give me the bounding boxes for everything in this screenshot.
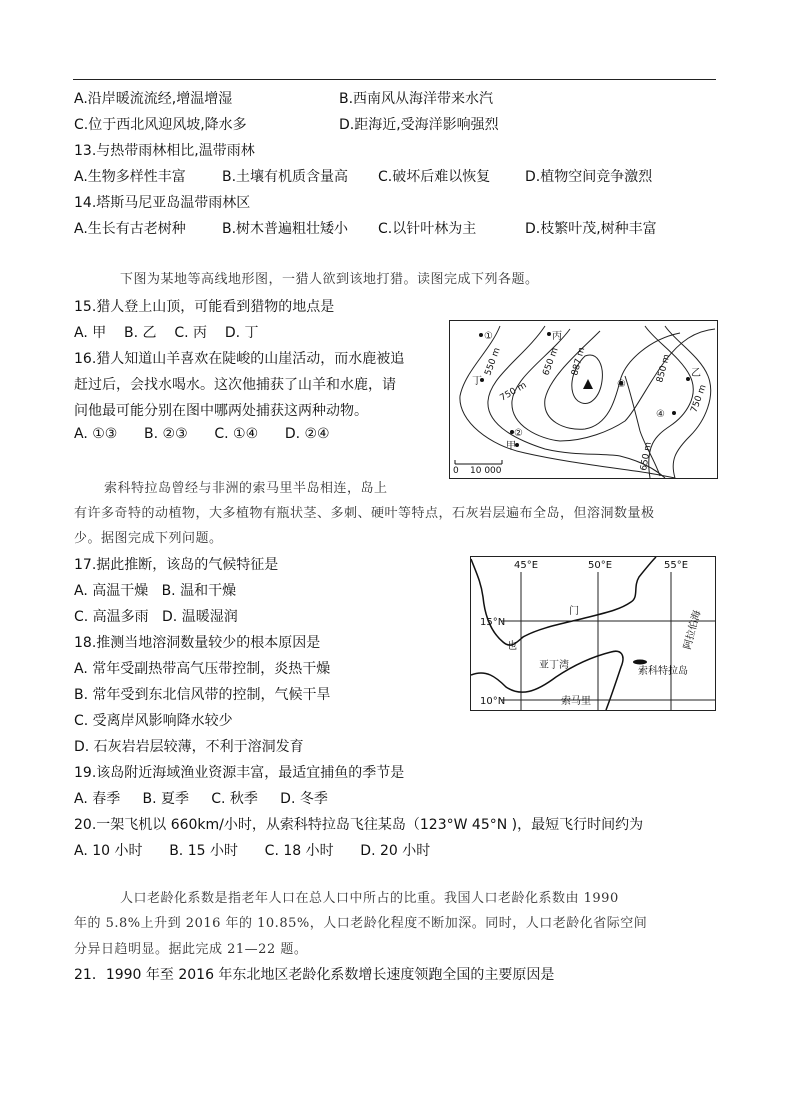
label-10n: 10°N [480,696,506,707]
q14-option-b: B.树木普遍粗壮矮小 [222,221,349,237]
q20-options: A. 10 小时 B. 15 小时 C. 18 小时 D. 20 小时 [74,843,431,859]
label-socotra: 索科特拉岛 [638,666,688,677]
label-circle-2: ② [514,428,523,439]
label-arabian-sea: 阿拉伯海 [682,609,704,651]
contour-map-svg [450,321,717,478]
intro-21-22-line3: 分异日趋明显。据此完成 21—22 题。 [74,942,308,957]
q13-option-b: B.土壤有机质含量高 [222,169,349,185]
label-jia: 甲 [506,441,516,452]
q14-option-c: C.以针叶林为主 [378,221,477,237]
label-550: 550 m [483,346,503,378]
label-circle-1: ① [484,331,493,342]
q16-line1: 16.猎人知道山羊喜欢在陡峻的山崖活动，而水鹿被追 [74,351,405,367]
label-45e: 45°E [514,560,539,571]
summit-marker [583,379,593,389]
label-somali: 索马里 [561,696,591,707]
label-yi: 乙 [691,368,701,379]
label-circle-4: ④ [656,409,665,420]
q20-stem: 20.一架飞机以 660km/小时，从索科特拉岛飞往某岛（123°W 45°N )，最短飞行时间约为 [74,817,644,833]
q13-option-a: A.生物多样性丰富 [74,169,186,185]
label-55e: 55°E [664,560,689,571]
dot-bing [547,332,551,336]
intro-21-22-line2: 年的 5.8%上升到 2016 年的 10.85%，人口老龄化程度不断加深。同时，人口老龄化省际空间 [74,916,648,931]
label-bing: 丙 [552,331,562,342]
scale-zero: 0 [453,466,459,476]
q12-option-d: D.距海近,受海洋影响强烈 [339,117,499,133]
contour-right-2 [665,326,711,478]
region-map-svg [471,557,715,710]
q13-option-d: D.植物空间竞争激烈 [525,169,653,185]
q12-option-b: B.西南风从海洋带来水汽 [339,91,494,107]
label-men: 门 [569,606,579,617]
q16-options: A. ①③ B. ②③ C. ①④ D. ②④ [74,426,330,442]
q14-option-d: D.枝繁叶茂,树种丰富 [525,221,657,237]
coast-arabia [471,557,656,645]
intro-21-22-line1: 人口老龄化系数是指老年人口在总人口中所占的比重。我国人口老龄化系数由 1990 [120,891,619,906]
q17-options-row1: A. 高温干燥 B. 温和干燥 [74,583,237,599]
q18-stem: 18.推测当地溶洞数量较少的根本原因是 [74,635,321,651]
label-50e: 50°E [588,560,613,571]
top-rule [73,79,716,80]
q13-stem: 13.与热带雨林相比,温带雨林 [74,143,255,159]
q21-stem: 21．1990 年至 2016 年东北地区老龄化系数增长速度领跑全国的主要原因是 [74,967,555,983]
dot-4 [672,411,676,415]
q19-stem: 19.该岛附近海域渔业资源丰富，最适宜捕鱼的季节是 [74,765,405,781]
q18-option-b: B. 常年受到东北信风带的控制，气候干旱 [74,687,331,703]
label-ding: 丁 [472,376,482,387]
scale-end: 10 000 [470,466,502,476]
intro-17-20-line3: 少。据图完成下列问题。 [74,531,223,546]
label-650a: 650 m [541,346,561,378]
intro-15-16: 下图为某地等高线地形图，一猎人欲到该地打猎。读图完成下列各题。 [120,272,539,287]
q15-options: A. 甲 B. 乙 C. 丙 D. 丁 [74,325,259,341]
dot-1 [479,333,483,337]
contour-750 [512,329,715,441]
q16-line2: 赶过后，会找水喝水。这次他捕获了山羊和水鹿，请 [74,377,396,393]
contour-right-1 [645,326,693,478]
q17-stem: 17.据此推断，该岛的气候特征是 [74,557,279,573]
label-15n: 15°N [480,617,506,628]
intro-17-20-line1: 索科特拉岛曾经与非洲的索马里半岛相连，岛上 [104,481,388,496]
label-887: 887 m [570,346,588,377]
label-750a: 750 m [498,380,529,404]
contour-map [449,320,718,479]
q12-option-c: C.位于西北风迎风坡,降水多 [74,117,247,133]
region-map [470,556,716,711]
label-ye: 也 [507,641,517,652]
q13-option-c: C.破坏后难以恢复 [378,169,491,185]
q18-option-a: A. 常年受副热带高气压带控制，炎热干燥 [74,661,331,677]
label-850: 850 m [655,353,673,384]
label-750b: 750 m [689,383,709,415]
q12-option-a: A.沿岸暖流流经,增温增湿 [74,91,233,107]
q16-line3: 问他最可能分别在图中哪两处捕获这两种动物。 [74,403,368,419]
dot-yi [686,377,690,381]
q14-stem: 14.塔斯马尼亚岛温带雨林区 [74,195,251,211]
q15-stem: 15.猎人登上山顶，可能看到猎物的地点是 [74,299,335,315]
q19-options: A. 春季 B. 夏季 C. 秋季 D. 冬季 [74,791,328,807]
q14-option-a: A.生长有古老树种 [74,221,186,237]
intro-17-20-line2: 有许多奇特的动植物，大多植物有瓶状茎、多刺、硬叶等特点，石灰岩层遍布全岛，但溶洞数量极 [74,506,655,521]
socotra-island [633,660,647,665]
q18-option-c: C. 受离岸风影响降水较少 [74,713,233,729]
label-aden: 亚丁湾 [539,660,569,671]
q17-options-row2: C. 高温多雨 D. 温暖湿润 [74,609,238,625]
label-circle-3: ③ [617,379,626,390]
label-650b: 650 m [639,441,654,472]
q18-option-d: D. 石灰岩岩层较薄，不利于溶洞发育 [74,739,304,755]
